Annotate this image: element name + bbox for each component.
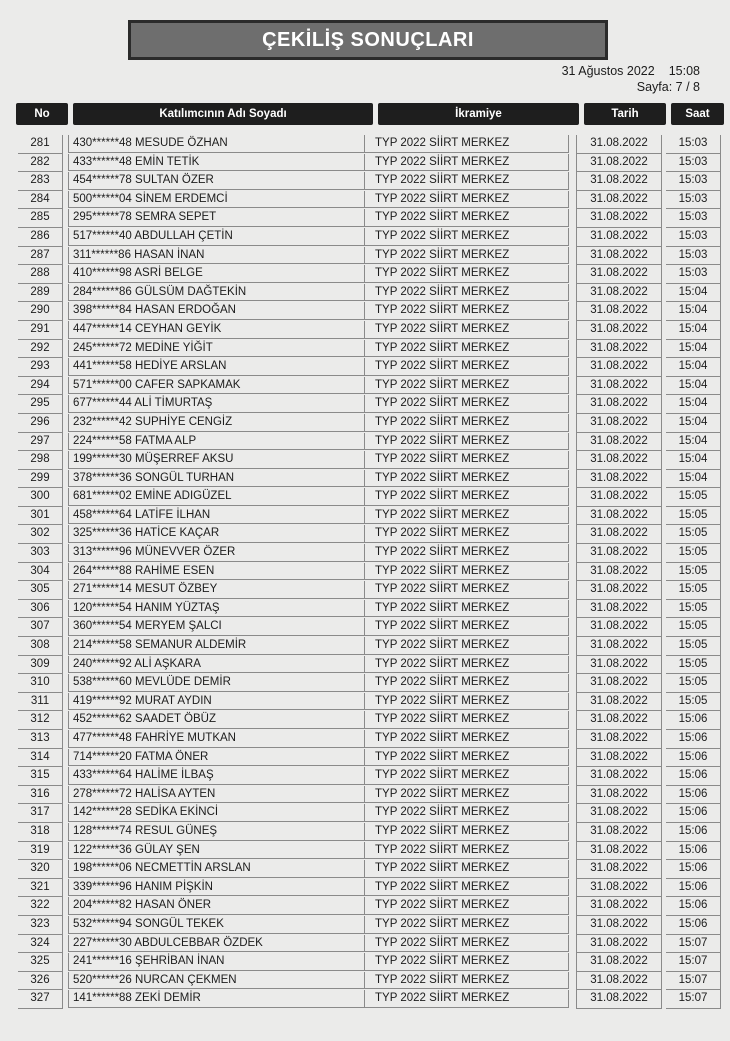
participant-name: 204******82 HASAN ÖNER [68, 897, 368, 915]
draw-time: 15:05 [666, 618, 721, 637]
draw-date: 31.08.2022 [576, 191, 662, 210]
prize-name: TYP 2022 SİİRT MERKEZ [364, 154, 569, 172]
draw-date: 31.08.2022 [576, 618, 662, 637]
prize-name: TYP 2022 SİİRT MERKEZ [364, 767, 569, 785]
table-row [16, 525, 724, 544]
draw-date: 31.08.2022 [576, 507, 662, 526]
prize-name: TYP 2022 SİİRT MERKEZ [364, 804, 569, 822]
draw-time: 15:04 [666, 395, 721, 414]
table-row [16, 916, 724, 935]
participant-name: 538******60 MEVLÜDE DEMİR [68, 674, 368, 692]
draw-date: 31.08.2022 [576, 693, 662, 712]
row-number: 317 [18, 804, 63, 823]
draw-time: 15:04 [666, 470, 721, 489]
participant-name: 278******72 HALİSA AYTEN [68, 786, 368, 804]
table-row [16, 693, 724, 712]
draw-date: 31.08.2022 [576, 135, 662, 154]
draw-date: 31.08.2022 [576, 414, 662, 433]
draw-time: 15:04 [666, 340, 721, 359]
row-number: 296 [18, 414, 63, 433]
draw-time: 15:05 [666, 544, 721, 563]
participant-name: 264******88 RAHİME ESEN [68, 563, 368, 581]
participant-name: 517******40 ABDULLAH ÇETİN [68, 228, 368, 246]
row-number: 289 [18, 284, 63, 303]
participant-name: 419******92 MURAT AYDIN [68, 693, 368, 711]
table-row [16, 618, 724, 637]
participant-name: 122******36 GÜLAY ŞEN [68, 842, 368, 860]
table-row [16, 730, 724, 749]
prize-name: TYP 2022 SİİRT MERKEZ [364, 507, 569, 525]
participant-name: 532******94 SONGÜL TEKEK [68, 916, 368, 934]
row-number: 318 [18, 823, 63, 842]
draw-time: 15:05 [666, 525, 721, 544]
row-number: 304 [18, 563, 63, 582]
draw-date: 31.08.2022 [576, 395, 662, 414]
row-number: 324 [18, 935, 63, 954]
prize-name: TYP 2022 SİİRT MERKEZ [364, 935, 569, 953]
table-row [16, 507, 724, 526]
table-row [16, 581, 724, 600]
draw-date: 31.08.2022 [576, 228, 662, 247]
draw-date: 31.08.2022 [576, 265, 662, 284]
prize-name: TYP 2022 SİİRT MERKEZ [364, 470, 569, 488]
participant-name: 433******48 EMİN TETİK [68, 154, 368, 172]
table-row [16, 656, 724, 675]
prize-name: TYP 2022 SİİRT MERKEZ [364, 135, 569, 153]
table-row [16, 377, 724, 396]
draw-time: 15:06 [666, 842, 721, 861]
participant-name: 245******72 MEDİNE YİĞİT [68, 340, 368, 358]
participant-name: 224******58 FATMA ALP [68, 433, 368, 451]
row-number: 322 [18, 897, 63, 916]
draw-date: 31.08.2022 [576, 488, 662, 507]
draw-date: 31.08.2022 [576, 563, 662, 582]
prize-name: TYP 2022 SİİRT MERKEZ [364, 209, 569, 227]
draw-time: 15:04 [666, 358, 721, 377]
participant-name: 313******96 MÜNEVVER ÖZER [68, 544, 368, 562]
draw-time: 15:06 [666, 860, 721, 879]
participant-name: 198******06 NECMETTİN ARSLAN [68, 860, 368, 878]
draw-date: 31.08.2022 [576, 525, 662, 544]
table-row [16, 972, 724, 991]
print-date: 31 Ağustos 2022 [561, 64, 655, 78]
draw-time: 15:05 [666, 581, 721, 600]
draw-time: 15:06 [666, 897, 721, 916]
draw-time: 15:05 [666, 488, 721, 507]
table-row [16, 935, 724, 954]
prize-name: TYP 2022 SİİRT MERKEZ [364, 972, 569, 990]
draw-time: 15:06 [666, 749, 721, 768]
prize-name: TYP 2022 SİİRT MERKEZ [364, 897, 569, 915]
participant-name: 430******48 MESUDE ÖZHAN [68, 135, 368, 153]
table-row [16, 637, 724, 656]
row-number: 307 [18, 618, 63, 637]
row-number: 316 [18, 786, 63, 805]
draw-date: 31.08.2022 [576, 600, 662, 619]
row-number: 291 [18, 321, 63, 340]
table-row [16, 823, 724, 842]
prize-name: TYP 2022 SİİRT MERKEZ [364, 247, 569, 265]
participant-name: 240******92 ALİ AŞKARA [68, 656, 368, 674]
draw-time: 15:03 [666, 247, 721, 266]
table-row [16, 600, 724, 619]
row-number: 292 [18, 340, 63, 359]
draw-date: 31.08.2022 [576, 972, 662, 991]
prize-name: TYP 2022 SİİRT MERKEZ [364, 395, 569, 413]
row-number: 287 [18, 247, 63, 266]
row-number: 320 [18, 860, 63, 879]
draw-time: 15:06 [666, 730, 721, 749]
draw-time: 15:04 [666, 451, 721, 470]
draw-time: 15:03 [666, 172, 721, 191]
participant-name: 500******04 SİNEM ERDEMCİ [68, 191, 368, 209]
prize-name: TYP 2022 SİİRT MERKEZ [364, 321, 569, 339]
prize-name: TYP 2022 SİİRT MERKEZ [364, 860, 569, 878]
draw-date: 31.08.2022 [576, 340, 662, 359]
participant-name: 141******88 ZEKİ DEMİR [68, 990, 368, 1008]
draw-time: 15:03 [666, 209, 721, 228]
prize-name: TYP 2022 SİİRT MERKEZ [364, 525, 569, 543]
draw-time: 15:06 [666, 879, 721, 898]
row-number: 310 [18, 674, 63, 693]
draw-time: 15:06 [666, 711, 721, 730]
results-table-body [16, 135, 724, 1009]
row-number: 282 [18, 154, 63, 173]
table-row [16, 897, 724, 916]
header-no: No [16, 103, 68, 125]
draw-time: 15:04 [666, 414, 721, 433]
participant-name: 120******54 HANIM YÜZTAŞ [68, 600, 368, 618]
row-number: 300 [18, 488, 63, 507]
draw-time: 15:06 [666, 823, 721, 842]
draw-date: 31.08.2022 [576, 209, 662, 228]
participant-name: 681******02 EMİNE ADIGÜZEL [68, 488, 368, 506]
draw-date: 31.08.2022 [576, 433, 662, 452]
draw-date: 31.08.2022 [576, 544, 662, 563]
row-number: 290 [18, 302, 63, 321]
header-prize: İkramiye [378, 103, 579, 125]
prize-name: TYP 2022 SİİRT MERKEZ [364, 674, 569, 692]
row-number: 293 [18, 358, 63, 377]
table-row [16, 804, 724, 823]
row-number: 323 [18, 916, 63, 935]
row-number: 302 [18, 525, 63, 544]
table-row [16, 340, 724, 359]
table-row [16, 265, 724, 284]
row-number: 299 [18, 470, 63, 489]
table-row [16, 395, 724, 414]
row-number: 298 [18, 451, 63, 470]
participant-name: 433******64 HALİME İLBAŞ [68, 767, 368, 785]
draw-date: 31.08.2022 [576, 749, 662, 768]
row-number: 308 [18, 637, 63, 656]
draw-date: 31.08.2022 [576, 823, 662, 842]
draw-date: 31.08.2022 [576, 786, 662, 805]
prize-name: TYP 2022 SİİRT MERKEZ [364, 842, 569, 860]
header-name: Katılımcının Adı Soyadı [73, 103, 373, 125]
participant-name: 142******28 SEDİKA EKİNCİ [68, 804, 368, 822]
table-row [16, 284, 724, 303]
row-number: 281 [18, 135, 63, 154]
prize-name: TYP 2022 SİİRT MERKEZ [364, 340, 569, 358]
table-row [16, 879, 724, 898]
draw-time: 15:07 [666, 953, 721, 972]
row-number: 315 [18, 767, 63, 786]
participant-name: 199******30 MÜŞERREF AKSU [68, 451, 368, 469]
row-number: 286 [18, 228, 63, 247]
row-number: 327 [18, 990, 63, 1009]
participant-name: 458******64 LATİFE İLHAN [68, 507, 368, 525]
table-header [16, 103, 724, 125]
participant-name: 410******98 ASRİ BELGE [68, 265, 368, 283]
table-row [16, 247, 724, 266]
prize-name: TYP 2022 SİİRT MERKEZ [364, 600, 569, 618]
table-row [16, 990, 724, 1009]
draw-date: 31.08.2022 [576, 953, 662, 972]
participant-name: 339******96 HANIM PİŞKİN [68, 879, 368, 897]
row-number: 312 [18, 711, 63, 730]
draw-time: 15:03 [666, 265, 721, 284]
row-number: 284 [18, 191, 63, 210]
participant-name: 360******54 MERYEM ŞALCI [68, 618, 368, 636]
participant-name: 232******42 SUPHİYE CENGİZ [68, 414, 368, 432]
page-number: Sayfa: 7 / 8 [636, 80, 700, 94]
table-row [16, 488, 724, 507]
prize-name: TYP 2022 SİİRT MERKEZ [364, 916, 569, 934]
participant-name: 452******62 SAADET ÖBÜZ [68, 711, 368, 729]
participant-name: 477******48 FAHRİYE MUTKAN [68, 730, 368, 748]
draw-date: 31.08.2022 [576, 897, 662, 916]
row-number: 319 [18, 842, 63, 861]
draw-date: 31.08.2022 [576, 172, 662, 191]
draw-date: 31.08.2022 [576, 377, 662, 396]
participant-name: 571******00 CAFER SAPKAMAK [68, 377, 368, 395]
print-time: 15:08 [668, 64, 700, 78]
draw-date: 31.08.2022 [576, 656, 662, 675]
participant-name: 284******86 GÜLSÜM DAĞTEKİN [68, 284, 368, 302]
draw-time: 15:06 [666, 916, 721, 935]
prize-name: TYP 2022 SİİRT MERKEZ [364, 302, 569, 320]
table-row [16, 842, 724, 861]
row-number: 314 [18, 749, 63, 768]
header-time: Saat [671, 103, 724, 125]
draw-time: 15:06 [666, 786, 721, 805]
prize-name: TYP 2022 SİİRT MERKEZ [364, 711, 569, 729]
prize-name: TYP 2022 SİİRT MERKEZ [364, 284, 569, 302]
draw-date: 31.08.2022 [576, 302, 662, 321]
table-row [16, 302, 724, 321]
row-number: 288 [18, 265, 63, 284]
participant-name: 441******58 HEDİYE ARSLAN [68, 358, 368, 376]
prize-name: TYP 2022 SİİRT MERKEZ [364, 637, 569, 655]
prize-name: TYP 2022 SİİRT MERKEZ [364, 451, 569, 469]
table-row [16, 470, 724, 489]
draw-date: 31.08.2022 [576, 637, 662, 656]
participant-name: 241******16 ŞEHRİBAN İNAN [68, 953, 368, 971]
prize-name: TYP 2022 SİİRT MERKEZ [364, 693, 569, 711]
participant-name: 378******36 SONGÜL TURHAN [68, 470, 368, 488]
draw-date: 31.08.2022 [576, 935, 662, 954]
row-number: 285 [18, 209, 63, 228]
draw-date: 31.08.2022 [576, 581, 662, 600]
participant-name: 271******14 MESUT ÖZBEY [68, 581, 368, 599]
draw-date: 31.08.2022 [576, 451, 662, 470]
participant-name: 325******36 HATİCE KAÇAR [68, 525, 368, 543]
draw-date: 31.08.2022 [576, 284, 662, 303]
table-row [16, 191, 724, 210]
prize-name: TYP 2022 SİİRT MERKEZ [364, 581, 569, 599]
row-number: 305 [18, 581, 63, 600]
draw-time: 15:06 [666, 767, 721, 786]
table-row [16, 321, 724, 340]
table-row [16, 228, 724, 247]
draw-date: 31.08.2022 [576, 711, 662, 730]
row-number: 326 [18, 972, 63, 991]
table-row [16, 953, 724, 972]
print-datetime [562, 64, 700, 78]
draw-date: 31.08.2022 [576, 990, 662, 1009]
table-row [16, 358, 724, 377]
prize-name: TYP 2022 SİİRT MERKEZ [364, 823, 569, 841]
prize-name: TYP 2022 SİİRT MERKEZ [364, 488, 569, 506]
table-row [16, 433, 724, 452]
row-number: 321 [18, 879, 63, 898]
table-row [16, 767, 724, 786]
draw-date: 31.08.2022 [576, 674, 662, 693]
draw-time: 15:05 [666, 674, 721, 693]
row-number: 306 [18, 600, 63, 619]
prize-name: TYP 2022 SİİRT MERKEZ [364, 563, 569, 581]
draw-time: 15:03 [666, 228, 721, 247]
row-number: 325 [18, 953, 63, 972]
prize-name: TYP 2022 SİİRT MERKEZ [364, 749, 569, 767]
document-title: ÇEKİLİŞ SONUÇLARI [128, 20, 608, 60]
row-number: 303 [18, 544, 63, 563]
participant-name: 227******30 ABDULCEBBAR ÖZDEK [68, 935, 368, 953]
prize-name: TYP 2022 SİİRT MERKEZ [364, 730, 569, 748]
prize-name: TYP 2022 SİİRT MERKEZ [364, 618, 569, 636]
prize-name: TYP 2022 SİİRT MERKEZ [364, 656, 569, 674]
table-row [16, 209, 724, 228]
draw-time: 15:05 [666, 600, 721, 619]
draw-date: 31.08.2022 [576, 860, 662, 879]
participant-name: 454******78 SULTAN ÖZER [68, 172, 368, 190]
table-row [16, 154, 724, 173]
participant-name: 398******84 HASAN ERDOĞAN [68, 302, 368, 320]
draw-time: 15:05 [666, 693, 721, 712]
table-row [16, 749, 724, 768]
participant-name: 520******26 NURCAN ÇEKMEN [68, 972, 368, 990]
row-number: 294 [18, 377, 63, 396]
participant-name: 714******20 FATMA ÖNER [68, 749, 368, 767]
prize-name: TYP 2022 SİİRT MERKEZ [364, 990, 569, 1008]
prize-name: TYP 2022 SİİRT MERKEZ [364, 191, 569, 209]
table-row [16, 860, 724, 879]
draw-time: 15:06 [666, 804, 721, 823]
prize-name: TYP 2022 SİİRT MERKEZ [364, 358, 569, 376]
draw-date: 31.08.2022 [576, 879, 662, 898]
prize-name: TYP 2022 SİİRT MERKEZ [364, 953, 569, 971]
prize-name: TYP 2022 SİİRT MERKEZ [364, 228, 569, 246]
participant-name: 128******74 RESUL GÜNEŞ [68, 823, 368, 841]
draw-date: 31.08.2022 [576, 470, 662, 489]
row-number: 313 [18, 730, 63, 749]
prize-name: TYP 2022 SİİRT MERKEZ [364, 172, 569, 190]
draw-time: 15:03 [666, 154, 721, 173]
table-row [16, 414, 724, 433]
draw-date: 31.08.2022 [576, 916, 662, 935]
draw-time: 15:04 [666, 377, 721, 396]
draw-date: 31.08.2022 [576, 730, 662, 749]
row-number: 309 [18, 656, 63, 675]
draw-date: 31.08.2022 [576, 154, 662, 173]
participant-name: 295******78 SEMRA SEPET [68, 209, 368, 227]
prize-name: TYP 2022 SİİRT MERKEZ [364, 377, 569, 395]
participant-name: 214******58 SEMANUR ALDEMİR [68, 637, 368, 655]
row-number: 311 [18, 693, 63, 712]
participant-name: 311******86 HASAN İNAN [68, 247, 368, 265]
draw-time: 15:03 [666, 191, 721, 210]
draw-time: 15:04 [666, 302, 721, 321]
draw-time: 15:04 [666, 321, 721, 340]
table-row [16, 172, 724, 191]
draw-time: 15:04 [666, 433, 721, 452]
draw-time: 15:05 [666, 637, 721, 656]
draw-time: 15:07 [666, 935, 721, 954]
row-number: 297 [18, 433, 63, 452]
header-date: Tarih [584, 103, 666, 125]
draw-date: 31.08.2022 [576, 247, 662, 266]
prize-name: TYP 2022 SİİRT MERKEZ [364, 544, 569, 562]
table-row [16, 135, 724, 154]
draw-date: 31.08.2022 [576, 321, 662, 340]
draw-time: 15:05 [666, 656, 721, 675]
draw-time: 15:07 [666, 990, 721, 1009]
draw-time: 15:04 [666, 284, 721, 303]
table-row [16, 786, 724, 805]
prize-name: TYP 2022 SİİRT MERKEZ [364, 433, 569, 451]
prize-name: TYP 2022 SİİRT MERKEZ [364, 786, 569, 804]
participant-name: 447******14 CEYHAN GEYİK [68, 321, 368, 339]
row-number: 295 [18, 395, 63, 414]
prize-name: TYP 2022 SİİRT MERKEZ [364, 414, 569, 432]
table-row [16, 711, 724, 730]
row-number: 301 [18, 507, 63, 526]
table-row [16, 544, 724, 563]
table-row [16, 563, 724, 582]
row-number: 283 [18, 172, 63, 191]
draw-time: 15:05 [666, 507, 721, 526]
draw-date: 31.08.2022 [576, 767, 662, 786]
table-row [16, 674, 724, 693]
draw-date: 31.08.2022 [576, 358, 662, 377]
draw-date: 31.08.2022 [576, 842, 662, 861]
draw-time: 15:07 [666, 972, 721, 991]
draw-time: 15:03 [666, 135, 721, 154]
draw-date: 31.08.2022 [576, 804, 662, 823]
prize-name: TYP 2022 SİİRT MERKEZ [364, 879, 569, 897]
participant-name: 677******44 ALİ TİMURTAŞ [68, 395, 368, 413]
table-row [16, 451, 724, 470]
draw-time: 15:05 [666, 563, 721, 582]
prize-name: TYP 2022 SİİRT MERKEZ [364, 265, 569, 283]
